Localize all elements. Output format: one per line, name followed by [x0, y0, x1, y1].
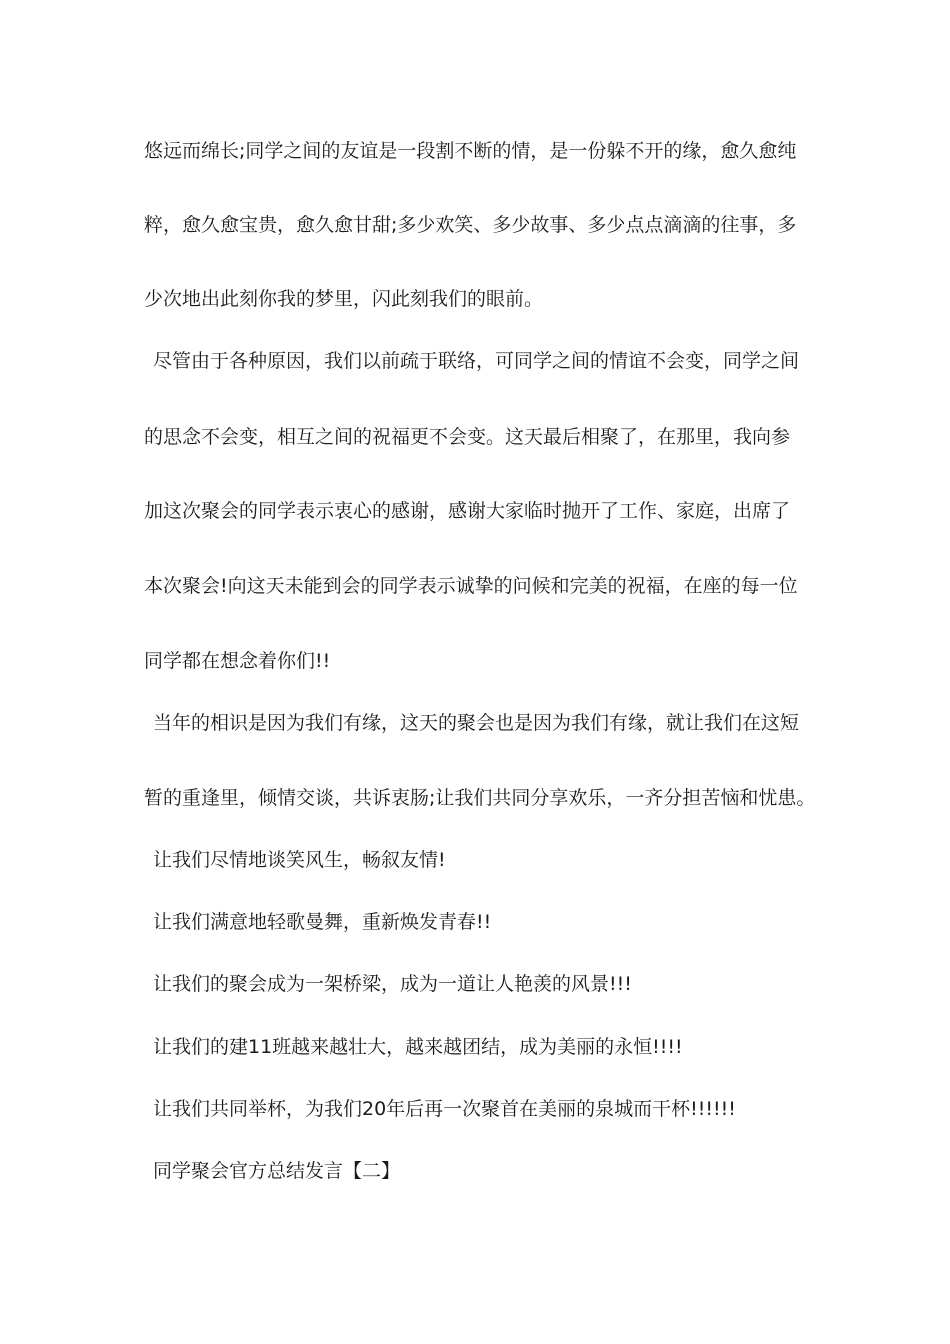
paragraph-line: 让我们满意地轻歌曼舞，重新焕发青春!!	[153, 911, 492, 933]
paragraph-line: 的思念不会变，相互之间的祝福更不会变。这天最后相聚了，在那里，我向参	[144, 426, 791, 448]
paragraph-line: 让我们共同举杯，为我们20年后再一次聚首在美丽的泉城而干杯!!!!!!	[153, 1098, 736, 1120]
paragraph-line: 让我们的聚会成为一架桥梁，成为一道让人艳羡的风景!!!	[153, 973, 632, 995]
paragraph-line: 少次地出此刻你我的梦里，闪此刻我们的眼前。	[144, 288, 544, 310]
paragraph-line: 当年的相识是因为我们有缘，这天的聚会也是因为我们有缘，就让我们在这短	[153, 712, 800, 734]
section-heading: 同学聚会官方总结发言【二】	[153, 1160, 401, 1182]
paragraph-line: 让我们的建11班越来越壮大，越来越团结，成为美丽的永恒!!!!	[153, 1036, 683, 1058]
paragraph-line: 粹，愈久愈宝贵，愈久愈甘甜;多少欢笑、多少故事、多少点点滴滴的往事，多	[144, 214, 797, 236]
paragraph-line: 悠远而绵长;同学之间的友谊是一段割不断的情，是一份躲不开的缘，愈久愈纯	[144, 140, 797, 162]
paragraph-line: 尽管由于各种原因，我们以前疏于联络，可同学之间的情谊不会变，同学之间	[153, 350, 800, 372]
paragraph-line: 暂的重逢里，倾情交谈，共诉衷肠;让我们共同分享欢乐，一齐分担苦恼和忧患。	[144, 787, 816, 809]
paragraph-line: 同学都在想念着你们!!	[144, 650, 331, 672]
paragraph-line: 让我们尽情地谈笑风生，畅叙友情!	[153, 849, 446, 871]
paragraph-line: 本次聚会!向这天未能到会的同学表示诚挚的问候和完美的祝福，在座的每一位	[144, 575, 798, 597]
paragraph-line: 加这次聚会的同学表示衷心的感谢，感谢大家临时抛开了工作、家庭，出席了	[144, 500, 791, 522]
